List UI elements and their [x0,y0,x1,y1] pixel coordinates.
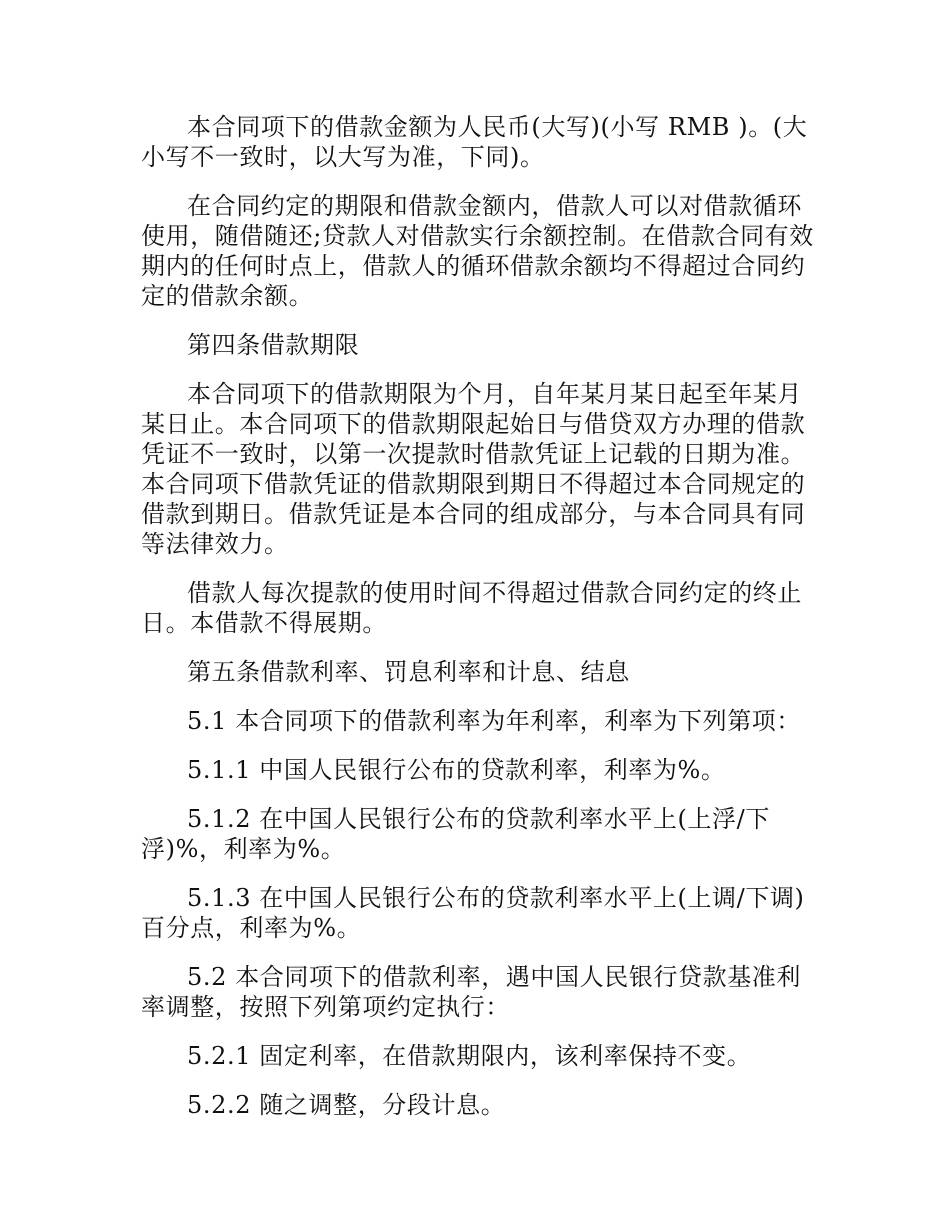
heading-article-5: 第五条借款利率、罚息利率和计息、结息 [187,658,630,686]
clause-5-2: 5.2 本合同项下的借款利率，遇中国人民银行贷款基准利率调整，按照下列第项约定执行： [141,963,801,1021]
paragraph-loan-amount: 本合同项下的借款金额为人民币(大写)(小写 RMB )。(大小写不一致时，以大写为准，下同)。 [141,113,808,171]
clause-5-1-3: 5.1.3 在中国人民银行公布的贷款利率水平上(上调/下调)百分点，利率为%。 [141,884,805,942]
clause-5-1: 5.1 本合同项下的借款利率为年利率，利率为下列第项： [187,707,801,735]
clause-5-2-1: 5.2.1 固定利率，在借款期限内，该利率保持不变。 [187,1042,752,1070]
clause-5-2-2: 5.2.2 随之调整，分段计息。 [187,1091,506,1119]
paragraph-no-extension: 借款人每次提款的使用时间不得超过借款合同约定的终止日。本借款不得展期。 [141,579,802,637]
heading-article-4: 第四条借款期限 [187,331,360,359]
clause-5-1-2: 5.1.2 在中国人民银行公布的贷款利率水平上(上浮/下浮)%，利率为%。 [141,805,770,863]
paragraph-revolving-use: 在合同约定的期限和借款金额内，借款人可以对借款循环使用，随借随还;贷款人对借款实行余额控制。在借款合同有效期内的任何时点上，借款人的循环借款余额均不得超过合同约定的借款余额。 [141,192,814,310]
paragraph-loan-term: 本合同项下的借款期限为个月，自年某月某日起至年某月某日止。本合同项下的借款期限起始日与借贷双方办理的借款凭证不一致时，以第一次提款时借款凭证上记载的日期为准。本合同项下借款凭证的借款期限到期日不得超过本合同规定的借款到期日。借款凭证是本合同的组成部分，与本合同具有同等法律效力。 [141,380,806,558]
clause-5-1-1: 5.1.1 中国人民银行公布的贷款利率，利率为%。 [187,756,726,784]
